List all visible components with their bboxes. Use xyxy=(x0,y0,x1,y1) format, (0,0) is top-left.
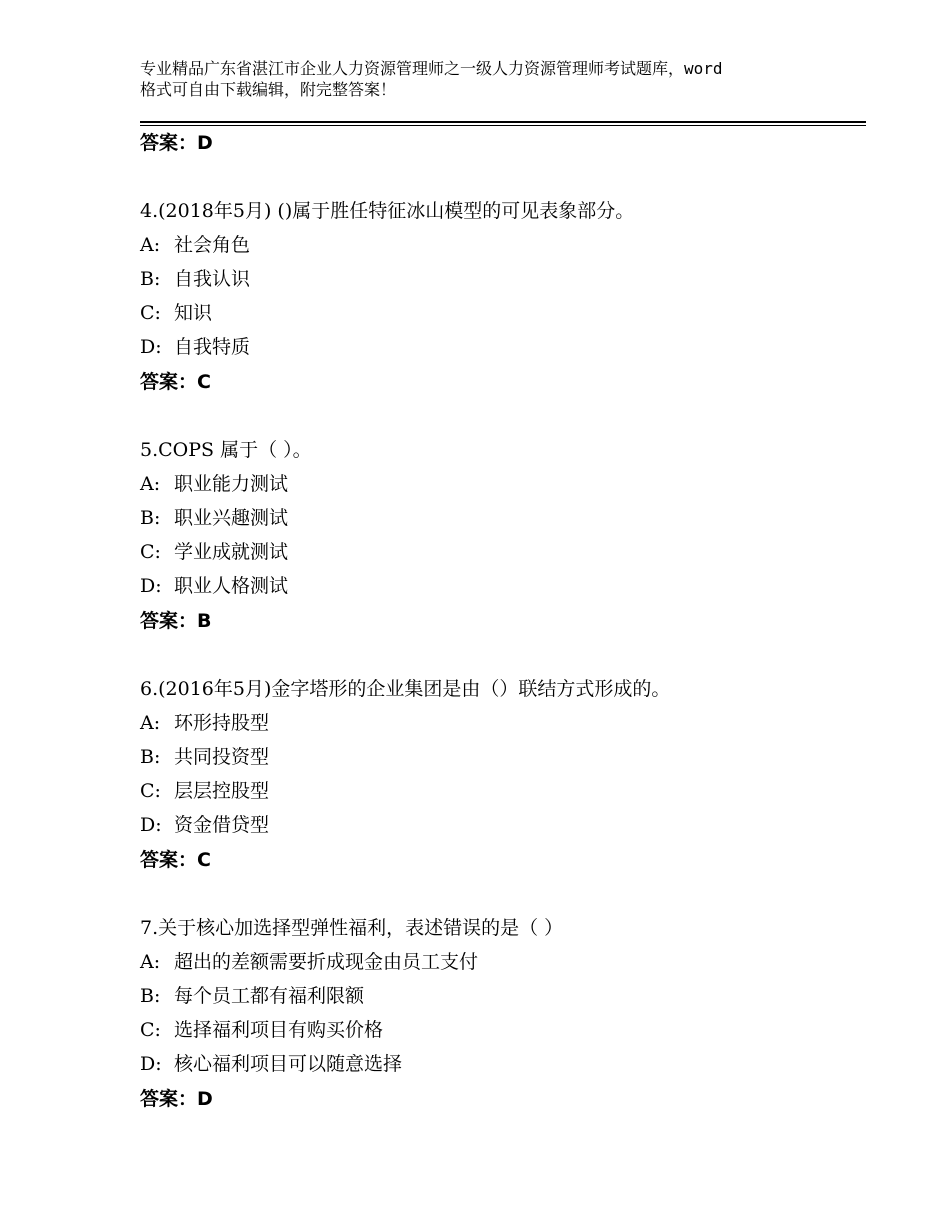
option-b xyxy=(140,267,250,291)
option-text: 职业能力测试 xyxy=(174,473,289,495)
question-stem: 7.关于核心加选择型弹性福利，表述错误的是（ ） xyxy=(140,917,564,939)
option-label: C: xyxy=(140,780,161,802)
option-label: B: xyxy=(140,507,161,529)
option-text: 超出的差额需要折成现金由员工支付 xyxy=(174,951,479,973)
option-label: B: xyxy=(140,746,161,768)
option-a xyxy=(140,233,250,257)
question-stem: 6.(2016年5月)金字塔形的企业集团是由（）联结方式形成的。 xyxy=(140,678,671,700)
option-text: 层层控股型 xyxy=(174,780,270,802)
option-text: 职业人格测试 xyxy=(174,575,289,597)
option-label: C: xyxy=(140,1019,161,1041)
option-c xyxy=(140,1018,383,1042)
option-label: D: xyxy=(140,575,162,597)
header-line-2: 格式可自由下载编辑，附完整答案！ xyxy=(140,80,397,99)
question-stem: 4.(2018年5月) ()属于胜任特征冰山模型的可见表象部分。 xyxy=(140,200,635,222)
option-label: B: xyxy=(140,985,161,1007)
option-b xyxy=(140,506,288,530)
header-line-1: 专业精品广东省湛江市企业人力资源管理师之一级人力资源管理师考试题库，word xyxy=(140,59,723,78)
option-a xyxy=(140,472,288,496)
option-text: 核心福利项目可以随意选择 xyxy=(174,1053,403,1075)
option-label: C: xyxy=(140,302,161,324)
option-label: B: xyxy=(140,268,161,290)
option-label: A: xyxy=(140,234,161,256)
option-text: 自我特质 xyxy=(174,336,251,358)
header-divider-thin xyxy=(140,125,866,126)
option-a xyxy=(140,950,478,974)
previous-answer: 答案：D xyxy=(140,132,213,154)
option-label: D: xyxy=(140,814,162,836)
option-label: A: xyxy=(140,712,161,734)
option-c xyxy=(140,301,212,325)
option-c xyxy=(140,779,269,803)
document-header xyxy=(140,58,840,100)
option-label: D: xyxy=(140,336,162,358)
option-text: 学业成就测试 xyxy=(174,541,289,563)
option-text: 环形持股型 xyxy=(174,712,270,734)
option-label: C: xyxy=(140,541,161,563)
option-text: 共同投资型 xyxy=(174,746,270,768)
option-label: D: xyxy=(140,1053,162,1075)
option-d xyxy=(140,335,250,359)
option-text: 自我认识 xyxy=(174,268,251,290)
option-b xyxy=(140,745,269,769)
option-text: 社会角色 xyxy=(174,234,251,256)
option-text: 选择福利项目有购买价格 xyxy=(174,1019,384,1041)
option-text: 知识 xyxy=(174,302,213,324)
option-label: A: xyxy=(140,951,161,973)
answer-line: 答案：D xyxy=(140,1088,213,1110)
option-text: 资金借贷型 xyxy=(174,814,270,836)
answer-line: 答案：B xyxy=(140,610,212,632)
option-a xyxy=(140,711,269,735)
option-d xyxy=(140,1052,402,1076)
answer-line: 答案：C xyxy=(140,371,211,393)
answer-line: 答案：C xyxy=(140,849,211,871)
header-divider-thick xyxy=(140,121,866,123)
option-b xyxy=(140,984,364,1008)
option-text: 职业兴趣测试 xyxy=(174,507,289,529)
option-c xyxy=(140,540,288,564)
question-stem: 5.COPS 属于（ ）。 xyxy=(140,439,312,461)
option-text: 每个员工都有福利限额 xyxy=(174,985,365,1007)
option-label: A: xyxy=(140,473,161,495)
option-d xyxy=(140,813,269,837)
option-d xyxy=(140,574,288,598)
